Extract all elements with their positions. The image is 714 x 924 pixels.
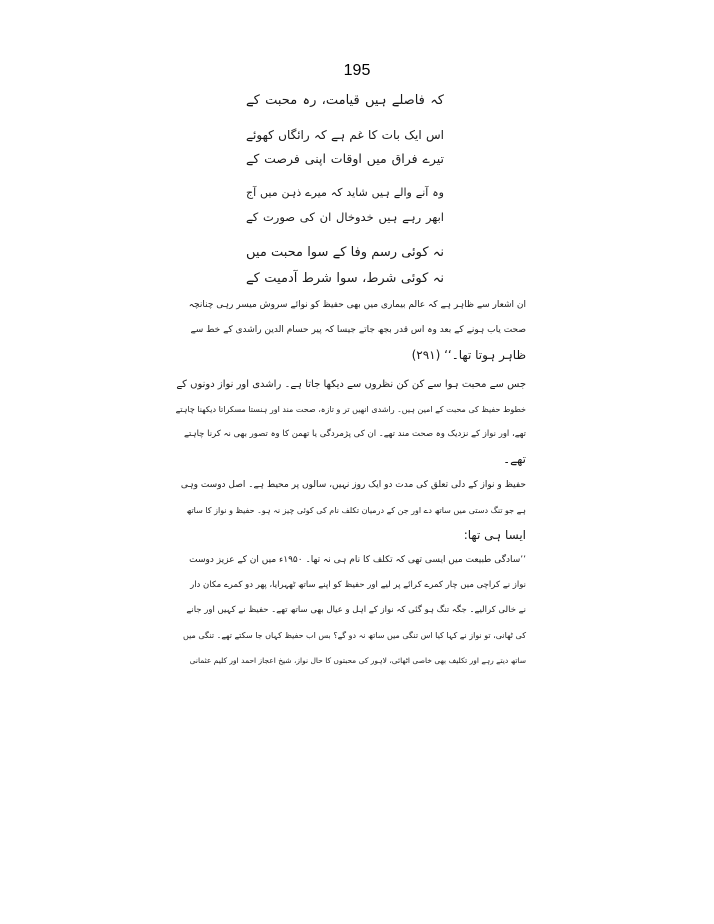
paragraph-line: حفیظ و نواز کے دلی تعلق کی مدت دو ایک روز نہیں، سالوں پر محیط ہے۔ اصل دوست وہی <box>180 480 526 490</box>
paragraph-line: تھے، اور نواز کے نزدیک وہ صحت مند تھے۔ ان کی پژمردگی یا تھمن کا وہ تصور بھی نہ کرنا چاہتے <box>184 429 526 439</box>
verse-line: وہ آنے والے ہیں شاید کہ میرے ذہن میں آج <box>246 186 444 199</box>
paragraph-line: ظاہر ہوتا تھا۔‘‘ (۲۹۱) <box>411 348 526 362</box>
paragraph-line: تھے۔ <box>503 452 526 466</box>
quotation-paragraph <box>176 548 526 673</box>
verse-line: ابھر رہے ہیں خدوخال ان کی صورت کے <box>246 210 444 224</box>
paragraph-line: نے خالی کرالیے۔ جگہ تنگ ہو گئی کہ نواز کے اہل و عیال بھی ساتھ تھے۔ حفیظ نے کہیں اور جانے <box>186 605 526 615</box>
verse-line: کہ فاصلے ہیں قیامت، رہ محبت کے <box>246 93 444 108</box>
verse-line: نہ کوئی شرط، سوا شرط آدمیت کے <box>246 271 444 286</box>
verse-line: تیرے فراق میں اوقات اپنی فرصت کے <box>246 151 444 166</box>
page-number: 195 <box>343 62 371 79</box>
paragraph-line: ساتھ دیتے رہے اور تکلیف بھی خاصی اٹھائی، لاہور کی محبتوں کا حال نواز، شیخ اعجاز احمد اور کلیم عثمانی <box>189 656 526 665</box>
verse-line: اس ایک بات کا غم ہے کہ رائگاں کھوئے <box>246 128 444 142</box>
paragraph-line: ہے جو تنگ دستی میں ساتھ دے اور جن کے درمیان تکلف نام کی کوئی چیز نہ ہو۔ حفیظ و نواز کا ساتھ <box>186 506 526 515</box>
paragraph-line: نواز نے کراچی میں چار کمرے کرائے پر لیے اور حفیظ کو اپنے ساتھ ٹھہرایا، پھر دو کمرے مکان دار <box>190 580 526 590</box>
paragraph <box>176 293 526 368</box>
paragraph-line: ایسا ہی تھا: <box>463 528 526 542</box>
paragraph-line: ان اشعار سے ظاہر ہے کہ عالم بیماری میں بھی حفیظ کو نوائے سروش میسر رہی چنانچہ <box>188 300 526 310</box>
paragraph <box>176 473 526 548</box>
verse-line: نہ کوئی رسم وفا کے سوا محبت میں <box>246 245 444 260</box>
paragraph-line: خطوط حفیظ کی محبت کے امین ہیں۔ راشدی انھیں تر و تازہ، صحت مند اور ہنستا مسکراتا دیکھنا چاہتے <box>175 405 526 414</box>
paragraph-line: جس سے محبت ہوا سے کن کن نظروں سے دیکھا جاتا ہے۔ راشدی اور نواز دونوں کے <box>176 379 526 390</box>
paragraph-line: صحت یاب ہونے کے بعد وہ اس قدر بجھ جاتے جیسا کہ پیر حسام الدین راشدی کے خط سے <box>190 325 526 335</box>
paragraph <box>176 372 526 472</box>
paragraph-line: کی ٹھانی، تو نواز نے کہا کیا اس تنگی میں ساتھ نہ دو گے؟ بس اب حفیظ کہاں جا سکتے تھے۔ تنگی میں <box>183 631 526 640</box>
paragraph-line: ’’سادگی طبیعت میں ایسی تھی کہ تکلف کا نام ہی نہ تھا۔ ۱۹۵۰ء میں ان کے عزیز دوست <box>189 555 526 565</box>
